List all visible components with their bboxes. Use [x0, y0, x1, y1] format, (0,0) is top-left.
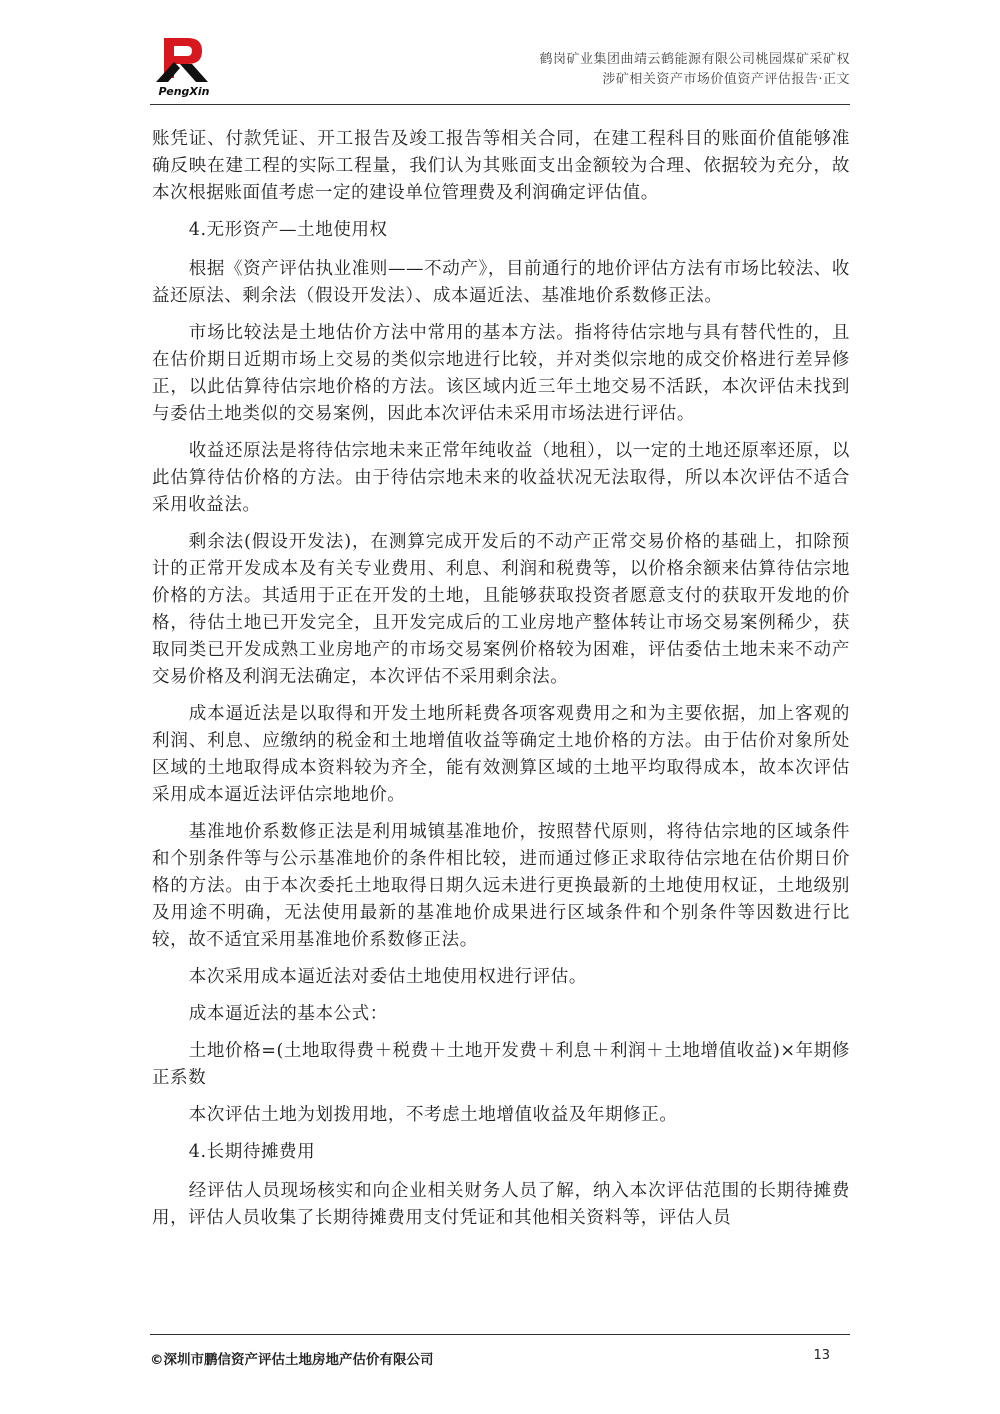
paragraph-market-comparison: 市场比较法是土地估价方法中常用的基本方法。指将待估宗地与具有替代性的，且在估价期日近期市场上交易的类似宗地进行比较，并对类似宗地的成交价格进行差异修正，以此估算待估宗地价格的方法。该区域内近三年土地交易不活跃，本次评估未找到与委估土地类似的交易案例，因此本次评估未采用市场法进行评估。 [152, 323, 850, 424]
paragraph-cost-approach: 成本逼近法是以取得和开发土地所耗费各项客观费用之和为主要依据，加上客观的利润、利息、应缴纳的税金和土地增值收益等确定土地价格的方法。由于估价对象所处区域的土地取得成本资料较为齐全，能有效测算区域的土地平均取得成本，故本次评估采用成本逼近法评估宗地地价。 [152, 704, 850, 805]
paragraph-method-adopted: 本次采用成本逼近法对委估土地使用权进行评估。 [188, 967, 587, 987]
paragraph-formula: 土地价格=(土地取得费＋税费＋土地开发费＋利息＋利润＋土地增值收益)×年期修正系数 [152, 1041, 850, 1088]
logo-text: PengXin [158, 85, 210, 98]
section-heading-land-use-right: 4.无形资产—土地使用权 [188, 220, 388, 240]
company-logo [150, 36, 218, 98]
paragraph-income-capitalization: 收益还原法是将待估宗地未来正常年纯收益（地租），以一定的土地还原率还原，以此估算待估价格的方法。由于待估宗地未来的收益状况无法取得，所以本次评估不适合采用收益法。 [152, 441, 850, 515]
paragraph-deferred-expenses: 经评估人员现场核实和向企业相关财务人员了解，纳入本次评估范围的长期待摊费用，评估人员收集了长期待摊费用支付凭证和其他相关资料等，评估人员 [152, 1181, 850, 1228]
paragraph-allocated-land: 本次评估土地为划拨用地，不考虑土地增值收益及年期修正。 [188, 1105, 678, 1125]
section-heading-deferred-expenses: 4.长期待摊费用 [188, 1142, 316, 1162]
header-divider [150, 104, 850, 105]
paragraph-benchmark-price: 基准地价系数修正法是利用城镇基准地价，按照替代原则，将待估宗地的区域条件和个别条件等与公示基准地价的条件相比较，进而通过修正求取待估宗地在估价期日价格的方法。由于本次委托土地取得日期久远未进行更换最新的土地使用权证，土地级别及用途不明确，无法使用最新的基准地价成果进行区域条件和个别条件等因数进行比较，故不适宜采用基准地价系数修正法。 [152, 822, 850, 950]
footer-divider [150, 1334, 850, 1335]
header-title-line1: 鹤岗矿业集团曲靖云鹤能源有限公司桃园煤矿采矿权 [539, 52, 850, 67]
report-header [539, 50, 850, 90]
paragraph-formula-intro: 成本逼近法的基本公式： [188, 1004, 388, 1024]
paragraph-residual-method: 剩余法(假设开发法)，在测算完成开发后的不动产正常交易价格的基础上，扣除预计的正常开发成本及有关专业费用、利息、利润和税费等，以价格余额来估算待估宗地价格的方法。其适用于正在开发的土地，且能够获取投资者愿意支付的获取开发地的价格，待估土地已开发完全，且开发完成后的工业房地产整体转让市场交易案例稀少，获取同类已开发成熟工业房地产的市场交易案例价格较为困难，评估委估土地未来不动产交易价格及利润无法确定，本次评估不采用剩余法。 [152, 532, 850, 687]
header-title-line2: 涉矿相关资产市场价值资产评估报告·正文 [602, 72, 850, 87]
report-body [152, 126, 850, 1242]
page-number: 13 [813, 1348, 830, 1363]
footer-company-name: ©深圳市鹏信资产评估土地房地产估价有限公司 [150, 1352, 434, 1368]
paragraph-valuation-methods: 根据《资产评估执业准则——不动产》，目前通行的地价评估方法有市场比较法、收益还原法、剩余法（假设开发法）、成本逼近法、基准地价系数修正法。 [152, 259, 850, 306]
paragraph-construction: 账凭证、付款凭证、开工报告及竣工报告等相关合同，在建工程科目的账面价值能够准确反映在建工程的实际工程量，我们认为其账面支出金额较为合理、依据较为充分，故本次根据账面值考虑一定的建设单位管理费及利润确定评估值。 [152, 129, 850, 203]
